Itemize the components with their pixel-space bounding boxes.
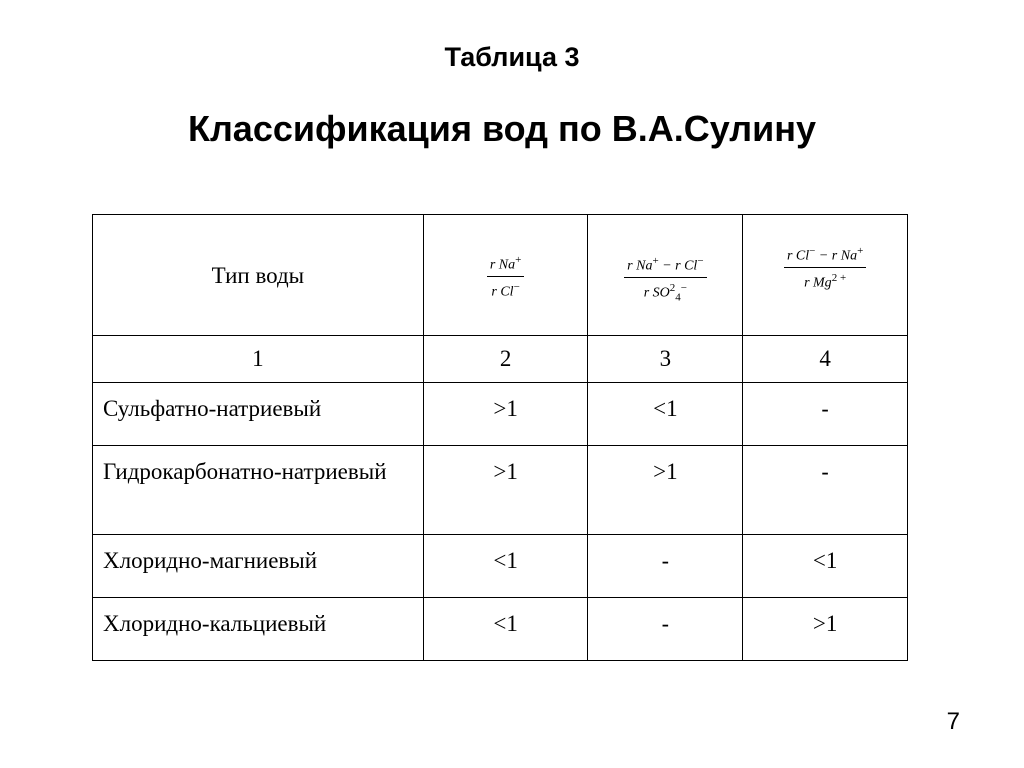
table-row <box>93 383 908 446</box>
page-number: 7 <box>946 708 960 735</box>
water-type-cell: Сульфатно-натриевый <box>93 383 424 446</box>
value-cell: <1 <box>588 383 743 446</box>
column-number: 4 <box>743 336 908 383</box>
header-formula-na-cl <box>423 215 588 336</box>
value-cell: >1 <box>743 598 908 661</box>
table-caption: Таблица 3 <box>444 42 580 72</box>
value-cell: - <box>743 383 908 446</box>
column-number: 2 <box>423 336 588 383</box>
value-cell: - <box>743 446 908 535</box>
table-header-row <box>93 215 908 336</box>
table-row <box>93 446 908 535</box>
value-cell: >1 <box>588 446 743 535</box>
page-title: Классификация вод по В.А.Сулину <box>187 108 817 149</box>
formula-na-minus-cl-so4: $\frac{r Na^+ - r Cl^-}{r SO^2_4^-}$ <box>624 253 706 305</box>
header-water-type: Тип воды <box>93 215 424 336</box>
column-number: 1 <box>93 336 424 383</box>
column-number: 3 <box>588 336 743 383</box>
water-type-cell: Хлоридно-магниевый <box>93 535 424 598</box>
water-type-cell: Гидрокарбонатно-натриевый <box>93 446 424 535</box>
value-cell: <1 <box>423 535 588 598</box>
header-formula-cl-minus-na-mg <box>743 215 908 336</box>
formula-na-cl: $\frac{r Na^+}{r Cl^-}$ <box>487 252 525 300</box>
water-type-cell: Хлоридно-кальциевый <box>93 598 424 661</box>
classification-table <box>92 214 908 661</box>
value-cell: >1 <box>423 446 588 535</box>
table-row <box>93 535 908 598</box>
value-cell: <1 <box>423 598 588 661</box>
value-cell: - <box>588 535 743 598</box>
value-cell: >1 <box>423 383 588 446</box>
formula-cl-minus-na-mg: $\frac{r Cl^- - r Na^+}{r Mg^{2 +}}$ <box>784 243 866 291</box>
value-cell: - <box>588 598 743 661</box>
value-cell: <1 <box>743 535 908 598</box>
header-formula-na-minus-cl-so4 <box>588 215 743 336</box>
column-number-row <box>93 336 908 383</box>
table-row <box>93 598 908 661</box>
